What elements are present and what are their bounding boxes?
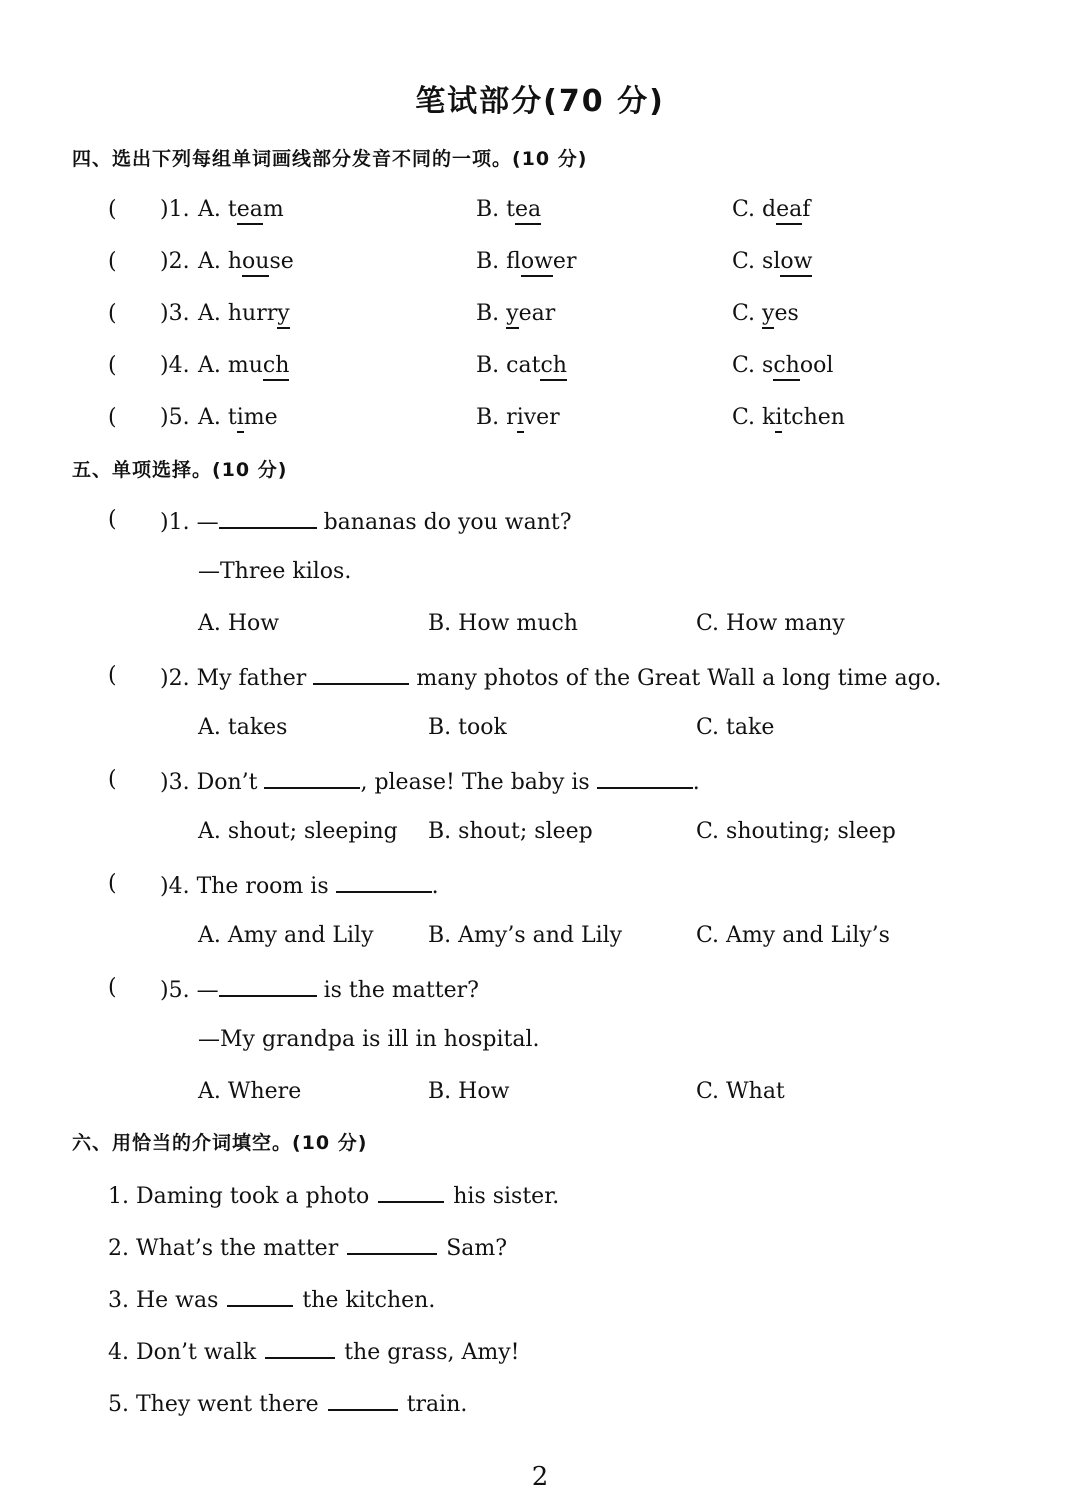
word-part: B. — [476, 249, 507, 274]
option-c[interactable]: C. What — [696, 1079, 785, 1104]
word-part: cat — [506, 353, 541, 378]
option-a[interactable] — [198, 351, 289, 381]
q5-reply: —My grandpa is ill in hospital. — [198, 1027, 540, 1052]
q1-number: )1. — — [160, 510, 219, 535]
word-part: f — [802, 197, 811, 222]
word-part: ool — [799, 353, 834, 378]
answer-blank[interactable] — [597, 765, 693, 789]
answer-paren[interactable]: ( — [108, 249, 117, 274]
underlined-letters: ea — [515, 197, 541, 225]
word-part: B. — [476, 353, 507, 378]
word-part: B. — [476, 301, 507, 326]
fill-item — [108, 1231, 507, 1264]
underlined-letters: ou — [242, 249, 269, 277]
word-part: r — [506, 405, 517, 430]
underlined-letters: ow — [780, 249, 812, 277]
question-number: )1. — [160, 197, 190, 222]
option-b[interactable]: B. How — [428, 1079, 510, 1104]
option-c[interactable] — [732, 403, 845, 433]
word-part: d — [762, 197, 777, 222]
word-part: es — [774, 301, 799, 326]
word-part: fl — [506, 249, 521, 274]
question-number: )3. — [160, 301, 190, 326]
fill-item — [108, 1283, 435, 1316]
question-5 — [160, 973, 479, 1006]
fill-text: Sam? — [446, 1236, 508, 1261]
question-number: )5. — [160, 405, 190, 430]
underlined-letters: ch — [263, 353, 290, 381]
word-part: B. — [476, 405, 507, 430]
option-b[interactable]: B. Amy’s and Lily — [428, 923, 623, 948]
fill-item — [108, 1387, 467, 1420]
option-a[interactable]: A. takes — [198, 715, 288, 740]
underlined-letters: i — [237, 405, 244, 433]
word-part: t — [227, 405, 237, 430]
option-a[interactable]: A. How — [198, 611, 280, 636]
underlined-letters: i — [775, 405, 782, 433]
section-4-heading: 四、选出下列每组单词画线部分发音不同的一项。(10 分) — [72, 148, 588, 170]
answer-paren[interactable]: ( — [108, 663, 117, 688]
option-c[interactable] — [732, 247, 812, 277]
word-part: ear — [518, 301, 556, 326]
word-part: h — [227, 249, 243, 274]
q5-text: is the matter? — [323, 978, 479, 1003]
option-a[interactable] — [198, 247, 294, 277]
word-part: ver — [523, 405, 560, 430]
option-b[interactable] — [476, 299, 555, 329]
section-6-heading: 六、用恰当的介词填空。(10 分) — [72, 1132, 368, 1154]
q4-number: )4. The room is — [160, 874, 329, 899]
answer-paren[interactable]: ( — [108, 405, 117, 430]
fill-text: the grass, Amy! — [344, 1340, 520, 1365]
answer-paren[interactable]: ( — [108, 301, 117, 326]
word-part: C. — [732, 405, 763, 430]
question-2 — [160, 661, 942, 694]
answer-blank[interactable] — [264, 765, 360, 789]
answer-blank[interactable] — [219, 973, 317, 997]
q4-end: . — [431, 874, 439, 899]
underlined-letters: ea — [237, 197, 263, 225]
fill-text: 2. What’s the matter — [108, 1236, 339, 1261]
fill-text: train. — [406, 1392, 468, 1417]
word-part: tchen — [782, 405, 845, 430]
question-1 — [160, 505, 572, 538]
option-b[interactable]: B. shout; sleep — [428, 819, 593, 844]
underlined-letters: ow — [521, 249, 553, 277]
word-part: mu — [227, 353, 263, 378]
fill-text: the kitchen. — [302, 1288, 436, 1313]
option-a[interactable] — [198, 195, 284, 225]
word-part: A. — [198, 197, 228, 222]
fill-text: 5. They went there — [108, 1392, 319, 1417]
option-c[interactable]: C. take — [696, 715, 775, 740]
option-a[interactable]: A. shout; sleeping — [198, 819, 398, 844]
word-part: se — [269, 249, 294, 274]
answer-paren[interactable]: ( — [108, 197, 117, 222]
word-part: C. — [732, 353, 763, 378]
answer-blank[interactable] — [219, 505, 317, 529]
answer-blank[interactable] — [227, 1283, 293, 1307]
underlined-letters: y — [762, 301, 774, 329]
option-c[interactable] — [732, 195, 810, 225]
word-part: B. — [476, 197, 507, 222]
word-part: er — [552, 249, 577, 274]
option-c[interactable]: C. shouting; sleep — [696, 819, 896, 844]
answer-blank[interactable] — [336, 869, 432, 893]
option-b[interactable] — [476, 247, 576, 277]
answer-blank[interactable] — [265, 1335, 335, 1359]
word-part: hurr — [227, 301, 278, 326]
page-number: 2 — [531, 1462, 549, 1492]
section-5-heading: 五、单项选择。(10 分) — [72, 459, 288, 481]
option-a[interactable] — [198, 299, 290, 329]
option-b[interactable] — [476, 195, 541, 225]
option-b[interactable] — [476, 351, 567, 381]
option-a[interactable]: A. Amy and Lily — [198, 923, 374, 948]
question-3 — [160, 765, 700, 798]
question-number: )4. — [160, 353, 190, 378]
underlined-letters: y — [277, 301, 289, 329]
option-a[interactable] — [198, 403, 278, 433]
option-c[interactable]: C. How many — [696, 611, 845, 636]
answer-paren[interactable]: ( — [108, 767, 117, 792]
word-part: A. — [198, 301, 228, 326]
answer-paren[interactable]: ( — [108, 507, 117, 532]
word-part: C. — [732, 301, 763, 326]
word-part: A. — [198, 353, 228, 378]
fill-text: 3. He was — [108, 1288, 219, 1313]
q2-number: )2. My father — [160, 666, 307, 691]
answer-paren[interactable]: ( — [108, 871, 117, 896]
answer-paren[interactable]: ( — [108, 975, 117, 1000]
underlined-letters: y — [506, 301, 518, 329]
fill-item — [108, 1179, 559, 1212]
word-part: me — [243, 405, 278, 430]
q5-number: )5. — — [160, 978, 219, 1003]
fill-text: 4. Don’t walk — [108, 1340, 257, 1365]
underlined-letters: ch — [773, 353, 800, 381]
word-part: C. — [732, 249, 763, 274]
q2-text: many photos of the Great Wall a long time ago. — [416, 666, 942, 691]
question-4 — [160, 869, 439, 902]
word-part: C. — [732, 197, 763, 222]
word-part: m — [262, 197, 284, 222]
word-part: k — [762, 405, 776, 430]
q1-text: bananas do you want? — [323, 510, 572, 535]
option-c[interactable] — [732, 351, 833, 381]
answer-blank[interactable] — [378, 1179, 444, 1203]
q1-reply: —Three kilos. — [198, 559, 352, 584]
page-title: 笔试部分(70 分) — [415, 84, 665, 119]
option-b[interactable]: B. How much — [428, 611, 578, 636]
word-part: A. — [198, 249, 228, 274]
q3-text: , please! The baby is — [360, 770, 590, 795]
underlined-letters: i — [517, 405, 524, 433]
option-c[interactable]: C. Amy and Lily’s — [696, 923, 890, 948]
option-c[interactable] — [732, 299, 799, 329]
q3-number: )3. Don’t — [160, 770, 258, 795]
fill-text: his sister. — [453, 1184, 560, 1209]
answer-blank[interactable] — [313, 661, 409, 685]
fill-item — [108, 1335, 520, 1368]
q3-end: . — [692, 770, 700, 795]
answer-blank[interactable] — [328, 1387, 398, 1411]
option-b[interactable] — [476, 403, 560, 433]
word-part: sl — [762, 249, 781, 274]
word-part: t — [227, 197, 237, 222]
option-a[interactable]: A. Where — [198, 1079, 302, 1104]
word-part: t — [506, 197, 515, 222]
word-part: A. — [198, 405, 228, 430]
underlined-letters: ea — [776, 197, 802, 225]
option-b[interactable]: B. took — [428, 715, 507, 740]
word-part: s — [762, 353, 774, 378]
answer-paren[interactable]: ( — [108, 353, 117, 378]
answer-blank[interactable] — [347, 1231, 437, 1255]
underlined-letters: ch — [540, 353, 567, 381]
fill-text: 1. Daming took a photo — [108, 1184, 370, 1209]
question-number: )2. — [160, 249, 190, 274]
